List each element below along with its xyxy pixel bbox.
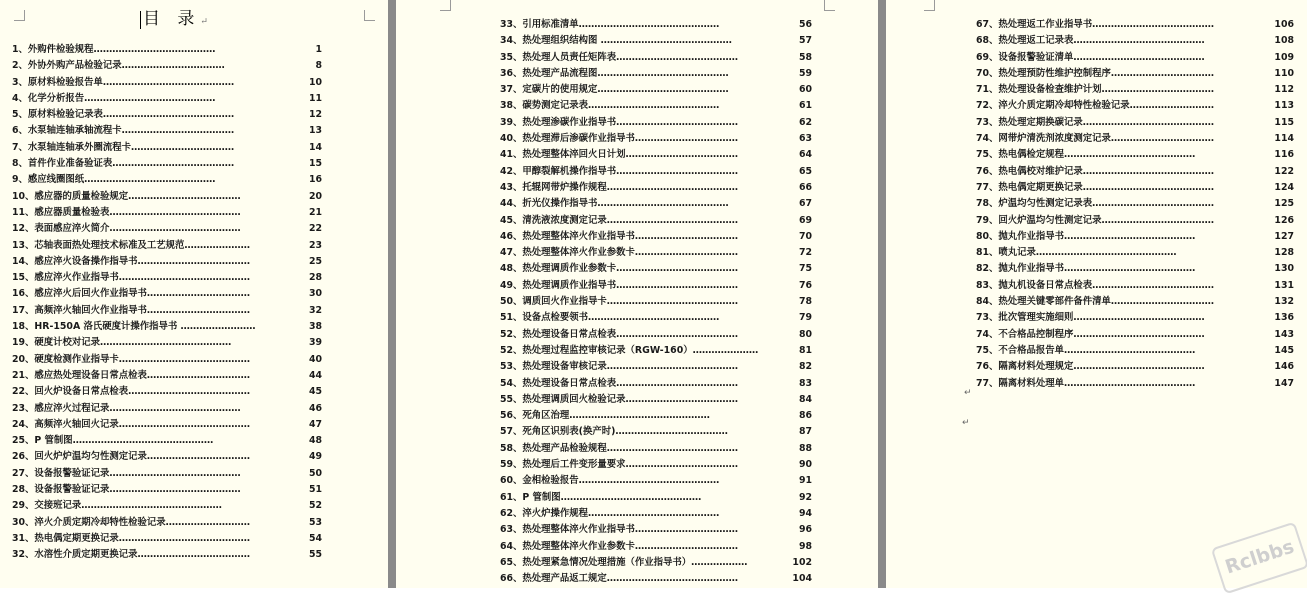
toc-entry-page: 116 bbox=[1274, 149, 1294, 161]
toc-entry-title: 61、P 管制图……………………………………… bbox=[500, 491, 702, 503]
toc-entry[interactable] bbox=[500, 571, 812, 587]
toc-entry-title: 10、感应器的质量检验规定……………………………… bbox=[12, 190, 241, 202]
toc-entry[interactable] bbox=[500, 539, 812, 555]
toc-entry-title: 84、热处理关键零部件备件清单…………………………… bbox=[976, 296, 1215, 308]
toc-entry-page: 53 bbox=[308, 516, 322, 528]
toc-entry[interactable] bbox=[976, 66, 1294, 82]
margin-corner-mark bbox=[824, 0, 835, 11]
toc-entry-title: 7、水泵轴连轴承外圈流程卡…………………………… bbox=[12, 141, 235, 153]
toc-entry[interactable] bbox=[12, 498, 322, 514]
toc-entry-page: 88 bbox=[798, 442, 812, 454]
toc-entry-page: 130 bbox=[1274, 263, 1294, 275]
toc-entry-page: 102 bbox=[792, 556, 812, 568]
document-page-3[interactable] bbox=[886, 0, 1307, 588]
toc-entry[interactable] bbox=[500, 392, 812, 408]
document-page-2[interactable] bbox=[396, 0, 878, 588]
toc-entry-page: 94 bbox=[798, 507, 812, 519]
toc-entry-page: 65 bbox=[798, 165, 812, 177]
toc-entry[interactable] bbox=[500, 376, 812, 392]
toc-entry-page: 75 bbox=[798, 263, 812, 275]
toc-entry-title: 26、回火炉炉温均匀性测定记录…………………………… bbox=[12, 451, 251, 463]
toc-entry[interactable] bbox=[976, 278, 1294, 294]
toc-entry[interactable] bbox=[12, 189, 322, 205]
toc-entry-title: 29、交接班记录……………………………………… bbox=[12, 500, 222, 512]
toc-entry-page: 83 bbox=[798, 377, 812, 389]
toc-entry[interactable] bbox=[500, 147, 812, 163]
toc-entry-page: 143 bbox=[1274, 328, 1294, 340]
toc-entry[interactable] bbox=[12, 91, 322, 107]
toc-entry[interactable] bbox=[500, 555, 812, 571]
toc-entry-page: 114 bbox=[1274, 133, 1294, 145]
toc-entry[interactable] bbox=[500, 473, 812, 489]
toc-entry-page: 67 bbox=[798, 198, 812, 210]
toc-entry[interactable] bbox=[500, 522, 812, 538]
toc-entry[interactable] bbox=[12, 254, 322, 270]
toc-entry-title: 63、热处理整体淬火作业指导书…………………………… bbox=[500, 524, 739, 536]
toc-entry-title: 73、批次管理实施细则…………………………………… bbox=[976, 312, 1205, 324]
toc-entry[interactable] bbox=[500, 50, 812, 66]
toc-entry-page: 109 bbox=[1274, 51, 1294, 63]
toc-entry[interactable] bbox=[500, 490, 812, 506]
toc-entry-page: 62 bbox=[798, 116, 812, 128]
toc-entry-title: 50、调质回火作业指导卡…………………………………… bbox=[500, 296, 739, 308]
toc-entry[interactable] bbox=[500, 457, 812, 473]
toc-entry-page: 80 bbox=[798, 328, 812, 340]
toc-entry-page: 47 bbox=[308, 418, 322, 430]
toc-entry-title: 48、热处理调质作业参数卡………………………………… bbox=[500, 263, 739, 275]
toc-entry-title: 64、热处理整体淬火作业参数卡…………………………… bbox=[500, 540, 739, 552]
toc-entry-title: 60、金相检验报告……………………………………… bbox=[500, 475, 720, 487]
toc-entry-page: 8 bbox=[315, 60, 322, 72]
toc-entry[interactable] bbox=[976, 50, 1294, 66]
toc-entry[interactable] bbox=[500, 506, 812, 522]
toc-entry-page: 128 bbox=[1274, 247, 1294, 259]
toc-entry[interactable] bbox=[500, 82, 812, 98]
toc-entry-title: 9、感应线圈图纸…………………………………… bbox=[12, 174, 216, 186]
toc-entry[interactable] bbox=[500, 66, 812, 82]
toc-entry-title: 53、热处理设备审核记录…………………………………… bbox=[500, 361, 739, 373]
toc-entry[interactable] bbox=[12, 531, 322, 547]
toc-entry[interactable] bbox=[12, 42, 322, 58]
toc-entry-page: 12 bbox=[308, 109, 322, 121]
toc-entry-title: 28、设备报警验证记录…………………………………… bbox=[12, 484, 241, 496]
margin-corner-mark bbox=[440, 0, 451, 11]
toc-entry[interactable] bbox=[976, 82, 1294, 98]
toc-entry-page: 21 bbox=[308, 206, 322, 218]
toc-entry-page: 76 bbox=[798, 279, 812, 291]
toc-entry-title: 62、淬火炉操作规程…………………………………… bbox=[500, 507, 720, 519]
toc-entry[interactable] bbox=[976, 294, 1294, 310]
toc-entry-page: 132 bbox=[1274, 296, 1294, 308]
toc-entry-title: 42、甲醇裂解机操作指导书………………………………… bbox=[500, 165, 739, 177]
toc-entry-title: 32、水溶性介质定期更换记录……………………………… bbox=[12, 549, 251, 561]
toc-entry-title: 27、设备报警验证记录…………………………………… bbox=[12, 467, 241, 479]
toc-entry-title: 46、热处理整体淬火作业指导书…………………………… bbox=[500, 230, 739, 242]
toc-entry[interactable] bbox=[976, 17, 1294, 33]
toc-entry-title: 21、感应热处理设备日常点检表…………………………… bbox=[12, 369, 251, 381]
document-page-1[interactable] bbox=[0, 0, 388, 588]
toc-entry-title: 16、感应淬火后回火作业指导书…………………………… bbox=[12, 288, 251, 300]
toc-entry[interactable] bbox=[976, 359, 1294, 375]
toc-entry[interactable] bbox=[12, 384, 322, 400]
toc-entry-page: 50 bbox=[308, 467, 322, 479]
toc-entry[interactable] bbox=[500, 180, 812, 196]
toc-entry-page: 16 bbox=[308, 174, 322, 186]
toc-entry-title: 2、外协外购产品检验记录…………………………… bbox=[12, 60, 225, 72]
toc-entry-page: 56 bbox=[798, 19, 812, 30]
toc-entry-page: 124 bbox=[1274, 181, 1294, 193]
toc-entry-page: 90 bbox=[798, 459, 812, 471]
toc-entry-title: 65、热处理紧急情况处理措施（作业指导书）……………… bbox=[500, 556, 748, 568]
toc-entry[interactable] bbox=[12, 466, 322, 482]
toc-entry-title: 73、热处理定期换碳记录…………………………………… bbox=[976, 116, 1215, 128]
toc-entry-page: 1 bbox=[315, 44, 322, 55]
toc-entry-title: 55、热处理调质回火检验记录……………………………… bbox=[500, 393, 739, 405]
toc-entry-title: 38、碳势测定记录表…………………………………… bbox=[500, 100, 720, 112]
toc-entry[interactable] bbox=[976, 33, 1294, 49]
toc-entry-page: 87 bbox=[798, 426, 812, 438]
toc-entry-page: 96 bbox=[798, 524, 812, 536]
toc-entry-page: 126 bbox=[1274, 214, 1294, 226]
toc-entry-page: 92 bbox=[798, 491, 812, 503]
toc-entry-page: 52 bbox=[308, 500, 322, 512]
toc-entry[interactable] bbox=[500, 327, 812, 343]
toc-entry[interactable] bbox=[12, 123, 322, 139]
toc-entry[interactable] bbox=[500, 441, 812, 457]
toc-entry-page: 44 bbox=[308, 369, 322, 381]
toc-list bbox=[976, 17, 1294, 392]
toc-entry-title: 83、抛丸机设备日常点检表………………………………… bbox=[976, 279, 1215, 291]
toc-entry-title: 76、隔离材料处理规定…………………………………… bbox=[976, 361, 1205, 373]
toc-entry[interactable] bbox=[976, 115, 1294, 131]
paragraph-mark-icon: ↵ bbox=[200, 17, 208, 27]
paragraph-mark-icon: ↵ bbox=[964, 388, 972, 398]
toc-entry-title: 75、不合格品报告单…………………………………… bbox=[976, 344, 1196, 356]
toc-entry[interactable] bbox=[500, 229, 812, 245]
toc-entry-page: 54 bbox=[308, 532, 322, 544]
toc-entry-page: 57 bbox=[798, 35, 812, 47]
toc-entry-page: 66 bbox=[798, 181, 812, 193]
toc-entry[interactable] bbox=[12, 75, 322, 91]
toc-entry-title: 11、感应器质量检验表…………………………………… bbox=[12, 206, 241, 218]
toc-entry-title: 80、抛丸作业指导书…………………………………… bbox=[976, 230, 1196, 242]
toc-entry[interactable] bbox=[976, 196, 1294, 212]
toc-entry[interactable] bbox=[12, 515, 322, 531]
toc-entry[interactable] bbox=[500, 196, 812, 212]
toc-entry-title: 82、抛丸作业指导书…………………………………… bbox=[976, 263, 1196, 275]
toc-entry-page: 86 bbox=[798, 410, 812, 422]
toc-entry-page: 23 bbox=[308, 239, 322, 251]
toc-entry-title: 56、死角区治理……………………………………… bbox=[500, 410, 710, 422]
toc-entry-title: 6、水泵轴连轴承轴流程卡……………………………… bbox=[12, 125, 235, 137]
toc-entry-title: 51、设备点检要领书…………………………………… bbox=[500, 312, 720, 324]
toc-entry[interactable] bbox=[500, 359, 812, 375]
toc-entry-page: 106 bbox=[1274, 19, 1294, 30]
toc-entry-page: 15 bbox=[308, 158, 322, 170]
toc-entry-page: 49 bbox=[308, 451, 322, 463]
toc-entry[interactable] bbox=[500, 131, 812, 147]
toc-entry-page: 78 bbox=[798, 296, 812, 308]
toc-entry-page: 20 bbox=[308, 190, 322, 202]
toc-entry-title: 23、感应淬火过程记录…………………………………… bbox=[12, 402, 241, 414]
toc-entry[interactable] bbox=[976, 213, 1294, 229]
toc-entry[interactable] bbox=[976, 98, 1294, 114]
toc-entry-title: 44、折光仪操作指导书…………………………………… bbox=[500, 198, 729, 210]
toc-entry[interactable] bbox=[12, 156, 322, 172]
toc-entry-title: 13、芯轴表面热处理技术标准及工艺规范………………… bbox=[12, 239, 251, 251]
toc-entry-title: 81、喷丸记录……………………………………… bbox=[976, 247, 1177, 259]
toc-entry-page: 84 bbox=[798, 393, 812, 405]
toc-entry[interactable] bbox=[12, 352, 322, 368]
toc-title bbox=[140, 4, 208, 29]
toc-entry-page: 48 bbox=[308, 435, 322, 447]
toc-entry-title: 36、热处理产品流程图…………………………………… bbox=[500, 67, 729, 79]
page-gutter bbox=[878, 0, 886, 588]
toc-entry[interactable] bbox=[12, 221, 322, 237]
toc-entry-title: 49、热处理调质作业指导书………………………………… bbox=[500, 279, 739, 291]
toc-entry[interactable] bbox=[976, 164, 1294, 180]
toc-entry-title: 19、硬度计校对记录…………………………………… bbox=[12, 337, 232, 349]
toc-entry-page: 131 bbox=[1274, 279, 1294, 291]
toc-entry[interactable] bbox=[12, 238, 322, 254]
toc-entry-page: 147 bbox=[1274, 377, 1294, 389]
toc-entry-title: 58、热处理产品检验规程…………………………………… bbox=[500, 442, 739, 454]
toc-entry[interactable] bbox=[500, 343, 812, 359]
toc-entry[interactable] bbox=[976, 147, 1294, 163]
toc-entry-page: 25 bbox=[308, 255, 322, 267]
toc-entry-title: 66、热处理产品返工规定…………………………………… bbox=[500, 573, 739, 585]
toc-entry[interactable] bbox=[976, 229, 1294, 245]
paragraph-mark-icon: ↵ bbox=[962, 418, 970, 428]
toc-entry[interactable] bbox=[976, 343, 1294, 359]
toc-entry-page: 14 bbox=[308, 141, 322, 153]
toc-entry[interactable] bbox=[500, 213, 812, 229]
toc-entry[interactable] bbox=[500, 98, 812, 114]
toc-entry[interactable] bbox=[12, 449, 322, 465]
toc-entry[interactable] bbox=[12, 140, 322, 156]
toc-entry-page: 112 bbox=[1274, 84, 1294, 96]
toc-entry-title: 33、引用标准清单……………………………………… bbox=[500, 19, 720, 30]
toc-entry-title: 18、HR-150A 洛氏硬度计操作指导书 …………………… bbox=[12, 321, 256, 333]
toc-entry[interactable] bbox=[12, 482, 322, 498]
toc-entry-page: 146 bbox=[1274, 361, 1294, 373]
toc-title-text: 目 录 bbox=[143, 9, 201, 29]
toc-entry-title: 22、回火炉设备日常点检表………………………………… bbox=[12, 386, 251, 398]
toc-entry[interactable] bbox=[500, 261, 812, 277]
margin-corner-mark bbox=[924, 0, 935, 11]
toc-entry-title: 20、硬度检测作业指导卡…………………………………… bbox=[12, 353, 251, 365]
toc-entry-title: 35、热处理人员责任矩阵表………………………………… bbox=[500, 51, 739, 63]
toc-entry[interactable] bbox=[12, 433, 322, 449]
page-gutter bbox=[388, 0, 396, 588]
toc-entry[interactable] bbox=[500, 424, 812, 440]
toc-entry-title: 69、设备报警验证清单…………………………………… bbox=[976, 51, 1205, 63]
margin-corner-mark bbox=[14, 10, 25, 21]
toc-entry-page: 125 bbox=[1274, 198, 1294, 210]
toc-entry-title: 12、表面感应淬火简介…………………………………… bbox=[12, 223, 241, 235]
toc-entry-title: 41、热处理整体淬回火日计划……………………………… bbox=[500, 149, 739, 161]
toc-entry-page: 60 bbox=[798, 84, 812, 96]
toc-list bbox=[12, 42, 322, 564]
toc-entry-title: 57、死角区识别表(换产时)……………………………… bbox=[500, 426, 728, 438]
toc-entry[interactable] bbox=[500, 408, 812, 424]
toc-entry-page: 22 bbox=[308, 223, 322, 235]
toc-entry-page: 46 bbox=[308, 402, 322, 414]
toc-entry-title: 39、热处理渗碳作业指导书………………………………… bbox=[500, 116, 739, 128]
toc-entry-page: 115 bbox=[1274, 116, 1294, 128]
toc-entry[interactable] bbox=[500, 33, 812, 49]
toc-entry-page: 113 bbox=[1274, 100, 1294, 112]
toc-entry-page: 63 bbox=[798, 133, 812, 145]
toc-entry[interactable] bbox=[976, 180, 1294, 196]
toc-entry-title: 17、高频淬火轴回火作业指导书…………………………… bbox=[12, 304, 251, 316]
toc-entry[interactable] bbox=[12, 401, 322, 417]
toc-entry-page: 122 bbox=[1274, 165, 1294, 177]
toc-entry-title: 34、热处理组织结构图 …………………………………… bbox=[500, 35, 732, 47]
toc-entry-title: 72、淬火介质定期冷却特性检验记录……………………… bbox=[976, 100, 1215, 112]
toc-entry-page: 32 bbox=[308, 304, 322, 316]
toc-entry-title: 74、不合格品控制程序…………………………………… bbox=[976, 328, 1205, 340]
toc-entry-page: 55 bbox=[308, 549, 322, 561]
toc-entry-page: 10 bbox=[308, 76, 322, 88]
toc-entry-title: 47、热处理整体淬火作业参数卡…………………………… bbox=[500, 247, 739, 259]
toc-entry-page: 30 bbox=[308, 288, 322, 300]
toc-entry[interactable] bbox=[500, 115, 812, 131]
toc-entry-title: 4、化学分析报告…………………………………… bbox=[12, 92, 216, 104]
toc-entry-title: 70、热处理预防性维护控制程序…………………………… bbox=[976, 67, 1215, 79]
toc-entry-title: 52、热处理设备日常点检表………………………………… bbox=[500, 328, 739, 340]
toc-entry-title: 79、回火炉温均匀性测定记录……………………………… bbox=[976, 214, 1215, 226]
toc-entry-page: 28 bbox=[308, 272, 322, 284]
margin-corner-mark bbox=[364, 10, 375, 21]
toc-entry-title: 45、清洗液浓度测定记录…………………………………… bbox=[500, 214, 739, 226]
watermark-logo: Rclbbs bbox=[1211, 522, 1307, 594]
toc-entry[interactable] bbox=[500, 278, 812, 294]
toc-entry-title: 67、热处理返工作业指导书………………………………… bbox=[976, 19, 1215, 30]
toc-entry-title: 1、外购件检验规程………………………………… bbox=[12, 44, 216, 55]
toc-entry[interactable] bbox=[976, 131, 1294, 147]
toc-entry[interactable] bbox=[12, 368, 322, 384]
toc-entry-page: 13 bbox=[308, 125, 322, 137]
toc-entry[interactable] bbox=[12, 303, 322, 319]
toc-entry-page: 51 bbox=[308, 484, 322, 496]
toc-entry-page: 70 bbox=[798, 230, 812, 242]
toc-entry[interactable] bbox=[12, 58, 322, 74]
toc-entry[interactable] bbox=[12, 172, 322, 188]
toc-entry-title: 3、原材料检验报告单…………………………………… bbox=[12, 76, 235, 88]
toc-entry-page: 45 bbox=[308, 386, 322, 398]
toc-entry-page: 81 bbox=[798, 344, 812, 356]
toc-entry[interactable] bbox=[976, 310, 1294, 326]
toc-entry-title: 5、原材料检验记录表…………………………………… bbox=[12, 109, 235, 121]
toc-entry[interactable] bbox=[976, 245, 1294, 261]
toc-entry-title: 52、热处理过程监控审核记录（RGW-160）………………… bbox=[500, 344, 759, 356]
toc-entry-title: 43、托辊网带炉操作规程…………………………………… bbox=[500, 181, 739, 193]
toc-entry-title: 30、淬火介质定期冷却特性检验记录……………………… bbox=[12, 516, 251, 528]
toc-entry[interactable] bbox=[500, 164, 812, 180]
toc-entry[interactable] bbox=[976, 261, 1294, 277]
toc-entry[interactable] bbox=[12, 319, 322, 335]
toc-entry[interactable] bbox=[12, 547, 322, 563]
toc-entry[interactable] bbox=[500, 294, 812, 310]
toc-entry-page: 11 bbox=[308, 92, 322, 104]
toc-entry[interactable] bbox=[12, 205, 322, 221]
toc-entry-page: 110 bbox=[1274, 67, 1294, 79]
toc-entry[interactable] bbox=[500, 245, 812, 261]
toc-entry-page: 82 bbox=[798, 361, 812, 373]
toc-entry-title: 74、网带炉清洗剂浓度测定记录…………………………… bbox=[976, 133, 1215, 145]
toc-entry-title: 14、感应淬火设备操作指导书……………………………… bbox=[12, 255, 251, 267]
toc-entry-page: 72 bbox=[798, 247, 812, 259]
toc-entry[interactable] bbox=[500, 310, 812, 326]
toc-entry-title: 8、首件作业准备验证表………………………………… bbox=[12, 158, 235, 170]
toc-entry-title: 31、热电偶定期更换记录…………………………………… bbox=[12, 532, 251, 544]
toc-entry-page: 104 bbox=[792, 573, 812, 585]
toc-entry-title: 15、感应淬火作业指导书…………………………………… bbox=[12, 272, 251, 284]
toc-entry-page: 136 bbox=[1274, 312, 1294, 324]
toc-entry-page: 108 bbox=[1274, 35, 1294, 47]
toc-entry[interactable] bbox=[976, 376, 1294, 392]
toc-entry[interactable] bbox=[12, 286, 322, 302]
toc-entry-title: 24、高频淬火轴回火记录…………………………………… bbox=[12, 418, 251, 430]
toc-entry-page: 64 bbox=[798, 149, 812, 161]
toc-entry[interactable] bbox=[12, 107, 322, 123]
toc-entry-page: 39 bbox=[308, 337, 322, 349]
toc-entry-title: 76、热电偶校对维护记录…………………………………… bbox=[976, 165, 1215, 177]
toc-entry-page: 40 bbox=[308, 353, 322, 365]
toc-entry-page: 145 bbox=[1274, 344, 1294, 356]
toc-entry-page: 69 bbox=[798, 214, 812, 226]
toc-entry-page: 127 bbox=[1274, 230, 1294, 242]
toc-entry-title: 77、隔离材料处理单…………………………………… bbox=[976, 377, 1196, 389]
toc-entry-title: 68、热处理返工记录表…………………………………… bbox=[976, 35, 1205, 47]
text-cursor bbox=[140, 11, 141, 29]
toc-entry-title: 40、热处理滞后渗碳作业指导书…………………………… bbox=[500, 133, 739, 145]
toc-entry-title: 78、炉温均匀性测定记录表………………………………… bbox=[976, 198, 1215, 210]
toc-entry-page: 38 bbox=[308, 321, 322, 333]
toc-list bbox=[500, 17, 812, 587]
toc-entry-page: 91 bbox=[798, 475, 812, 487]
toc-entry-page: 79 bbox=[798, 312, 812, 324]
toc-entry-title: 54、热处理设备日常点检表………………………………… bbox=[500, 377, 739, 389]
toc-entry-page: 61 bbox=[798, 100, 812, 112]
toc-entry[interactable] bbox=[976, 327, 1294, 343]
toc-entry[interactable] bbox=[12, 417, 322, 433]
toc-entry-title: 59、热处理后工件变形量要求……………………………… bbox=[500, 459, 739, 471]
toc-entry-page: 98 bbox=[798, 540, 812, 552]
toc-entry[interactable] bbox=[500, 17, 812, 33]
toc-entry-title: 71、热处理设备检查维护计划……………………………… bbox=[976, 84, 1215, 96]
toc-entry-title: 77、热电偶定期更换记录…………………………………… bbox=[976, 181, 1215, 193]
toc-entry-title: 25、P 管制图……………………………………… bbox=[12, 435, 214, 447]
toc-entry-page: 58 bbox=[798, 51, 812, 63]
toc-entry-title: 75、热电偶检定规程…………………………………… bbox=[976, 149, 1196, 161]
toc-entry-title: 37、定碳片的使用规定…………………………………… bbox=[500, 84, 729, 96]
toc-entry[interactable] bbox=[12, 270, 322, 286]
toc-entry[interactable] bbox=[12, 335, 322, 351]
toc-entry-page: 59 bbox=[798, 67, 812, 79]
